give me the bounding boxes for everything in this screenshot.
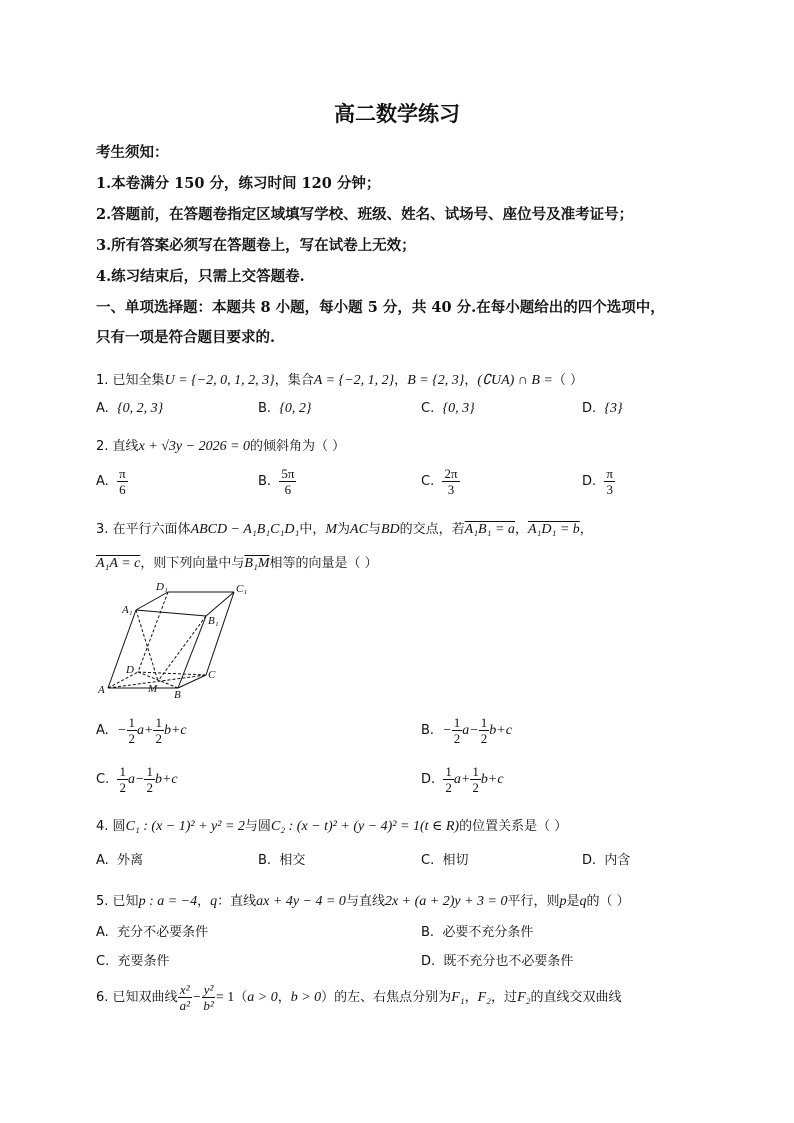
label-C1: C₁ — [236, 583, 248, 595]
notice-item-3: 3.所有答案必须写在答题卷上，写在试卷上无效； — [96, 237, 416, 254]
label-B1: B₁ — [208, 615, 219, 627]
option-c[interactable] — [96, 764, 178, 795]
question-3-line-2 — [96, 552, 378, 572]
fraction — [153, 715, 164, 746]
notice-heading: 考生须知： — [96, 144, 169, 161]
sign: + — [170, 723, 181, 738]
numerator: π — [606, 466, 613, 481]
question-text: 的交点，若 — [399, 522, 465, 537]
math-expression: p — [559, 894, 567, 909]
vector-c: c — [180, 723, 187, 738]
question-text: 的直线交双曲线 — [530, 990, 622, 1005]
denominator: 2 — [146, 780, 153, 795]
label-M: M — [148, 683, 158, 695]
option-a[interactable] — [96, 466, 128, 497]
fraction — [117, 466, 128, 497]
numerator: 1 — [472, 764, 479, 779]
question-text: 是 — [566, 894, 580, 909]
math-expression: BD — [380, 522, 400, 537]
math-expression: B = {2, 3} — [407, 373, 465, 388]
sign: − — [134, 772, 145, 787]
option-value: 充分不必要条件 — [117, 925, 209, 940]
question-text: ：直线 — [217, 894, 257, 909]
denominator: 3 — [606, 482, 613, 497]
option-c[interactable] — [421, 401, 475, 417]
fraction — [144, 764, 155, 795]
math-expression: F₂ — [477, 990, 492, 1005]
math-expression: U = {−2, 0, 1, 2, 3} — [164, 373, 275, 388]
fraction — [604, 466, 615, 497]
numerator: π — [119, 466, 126, 481]
option-label: D. — [421, 772, 436, 787]
vector-c: c — [505, 723, 512, 738]
math-expression: C₂ : (x − t)² + (y − 4)² = 1(t ∈ R) — [270, 819, 460, 834]
option-d[interactable] — [582, 401, 623, 417]
sign: − — [191, 990, 202, 1005]
separator: ， — [277, 990, 291, 1005]
answer-blank: （ ） — [552, 373, 584, 388]
section-heading-line-1: 一、单项选择题：本题共 8 小题，每小题 5 分，共 40 分.在每小题给出的四个选项中， — [96, 299, 665, 316]
sign: + — [460, 772, 471, 787]
fraction — [178, 982, 192, 1013]
separator: ， — [394, 373, 408, 388]
question-text: 平行，则 — [507, 894, 560, 909]
question-3 — [96, 518, 593, 538]
label-A1: A₁ — [122, 604, 133, 616]
option-label: B. — [421, 925, 435, 940]
option-a[interactable] — [96, 921, 208, 940]
option-label: A. — [96, 853, 109, 868]
option-a[interactable] — [96, 849, 143, 868]
math-expression: C₁ : (x − 1)² + y² = 2 — [125, 819, 245, 834]
denominator: 2 — [155, 731, 162, 746]
question-4 — [96, 815, 567, 835]
numerator: x² — [179, 982, 190, 997]
option-label: D. — [582, 401, 597, 416]
numerator: 1 — [119, 764, 126, 779]
question-text: 的倾斜角为（ ） — [250, 439, 346, 454]
vector-a: a — [462, 723, 470, 738]
label-C: C — [208, 669, 216, 681]
math-expression: ABCD − A₁B₁C₁D₁ — [190, 522, 300, 537]
question-number: 6. — [96, 990, 109, 1005]
option-label: A. — [96, 925, 109, 940]
numerator: 5π — [281, 466, 295, 481]
question-text: ，则下列向量中与 — [140, 556, 245, 571]
vector-b: b — [154, 772, 162, 787]
denominator: 2 — [119, 780, 126, 795]
option-label: D. — [421, 954, 436, 969]
question-text: 为 — [337, 522, 351, 537]
option-d[interactable] — [421, 764, 504, 795]
label-B: B — [174, 689, 181, 701]
separator: ， — [579, 522, 593, 537]
math-expression: b > 0 — [290, 990, 322, 1005]
option-value: {0, 2} — [279, 401, 312, 416]
question-text: 的（ ） — [586, 894, 630, 909]
math-expression: F₁ — [451, 990, 465, 1005]
sign: + — [487, 772, 498, 787]
question-text: ，集合 — [274, 373, 314, 388]
fraction — [117, 764, 128, 795]
option-label: C. — [96, 954, 110, 969]
vector-c: c — [497, 772, 504, 787]
numerator: 1 — [155, 715, 162, 730]
vector-expression: A₁B₁ = a — [464, 522, 515, 537]
question-text: 中， — [299, 522, 326, 537]
vector-expression: A₁D₁ = b — [527, 522, 580, 537]
option-value: {0, 3} — [442, 401, 475, 416]
option-c[interactable] — [421, 849, 469, 868]
option-value: 必要不充分条件 — [442, 925, 534, 940]
vector-c: c — [171, 772, 178, 787]
question-number: 1. — [96, 373, 109, 388]
math-expression: p : a = −4 — [138, 894, 198, 909]
option-d[interactable] — [582, 849, 630, 868]
option-b[interactable] — [258, 466, 296, 497]
notice-item-4: 4.练习结束后，只需上交答题卷. — [96, 268, 305, 285]
notice-item-1: 1.本卷满分 150 分，练习时间 120 分钟； — [96, 175, 381, 192]
question-text: 圆 — [112, 819, 126, 834]
vector-a: a — [127, 772, 135, 787]
option-label: D. — [582, 853, 597, 868]
option-label: A. — [96, 401, 109, 416]
denominator: 2 — [472, 780, 479, 795]
label-A: A — [98, 684, 105, 696]
vector-b: b — [163, 723, 171, 738]
fraction — [470, 764, 481, 795]
option-label: C. — [421, 401, 435, 416]
question-number: 2. — [96, 439, 109, 454]
fraction — [479, 715, 490, 746]
question-text: 已知双曲线 — [112, 990, 178, 1005]
question-text: 已知全集 — [112, 373, 165, 388]
numerator: 1 — [453, 715, 461, 730]
math-expression: 2x + (a + 2)y + 3 = 0 — [384, 894, 508, 909]
math-expression: (∁UA) ∩ B = — [477, 373, 553, 388]
vector-expression: B₁M — [244, 556, 270, 571]
question-text: （ — [234, 990, 248, 1005]
option-c[interactable] — [96, 950, 170, 969]
numerator: 1 — [128, 715, 136, 730]
question-text: ， — [197, 894, 211, 909]
option-value: 相切 — [442, 853, 469, 868]
option-d[interactable] — [582, 466, 615, 497]
sign: − — [117, 723, 127, 738]
question-number: 5. — [96, 894, 109, 909]
option-d[interactable] — [421, 950, 573, 969]
option-b[interactable] — [421, 921, 533, 940]
question-text: 直线 — [112, 439, 139, 454]
option-value: 外离 — [117, 853, 144, 868]
math-expression: = 1 — [215, 990, 235, 1005]
math-expression: ax + 4y − 4 = 0 — [256, 894, 346, 909]
label-D1: D₁ — [156, 581, 168, 593]
question-text: ，过 — [491, 990, 518, 1005]
numerator: 1 — [480, 715, 488, 730]
option-label: A. — [96, 474, 109, 489]
question-text: 在平行六面体 — [112, 522, 191, 537]
parallelepiped-figure — [96, 580, 256, 702]
sign: − — [469, 723, 479, 738]
sign: + — [161, 772, 172, 787]
numerator: 2π — [444, 466, 458, 481]
option-value: 相交 — [279, 853, 306, 868]
question-2 — [96, 435, 345, 455]
question-text: 与圆 — [244, 819, 271, 834]
math-expression: M — [325, 522, 338, 537]
sign: − — [442, 723, 452, 738]
numerator: 1 — [445, 764, 452, 779]
vector-expression: A₁A = c — [96, 556, 141, 571]
option-value: 内含 — [604, 853, 631, 868]
numerator: 1 — [146, 764, 153, 779]
option-label: B. — [258, 474, 272, 489]
option-label: C. — [421, 474, 435, 489]
option-label: C. — [421, 853, 435, 868]
fraction — [452, 715, 463, 746]
denominator: b² — [203, 998, 214, 1013]
question-text: 与直线 — [345, 894, 385, 909]
option-label: B. — [258, 853, 272, 868]
option-b[interactable] — [258, 401, 312, 417]
option-a[interactable] — [96, 401, 163, 417]
math-expression: a > 0 — [247, 990, 278, 1005]
denominator: 2 — [128, 731, 136, 746]
option-value: 既不充分也不必要条件 — [443, 954, 574, 969]
math-expression: F₂ — [517, 990, 531, 1005]
denominator: 6 — [284, 482, 292, 497]
option-b[interactable] — [421, 715, 512, 746]
math-expression: x + √3y − 2026 = 0 — [138, 439, 251, 454]
page-title: 高二数学练习 — [334, 101, 460, 126]
separator: ， — [514, 522, 528, 537]
option-value: {0, 2, 3} — [117, 401, 164, 416]
fraction — [201, 982, 215, 1013]
separator: ， — [464, 373, 478, 388]
notice-item-2: 2.答题前，在答题卷指定区域填写学校、班级、姓名、试场号、座位号及准考证号； — [96, 206, 634, 223]
question-text: ）的左、右焦点分别为 — [321, 990, 452, 1005]
section-heading-line-2: 只有一项是符合题目要求的. — [96, 329, 276, 346]
sign: + — [144, 723, 154, 738]
option-b[interactable] — [258, 849, 305, 868]
sign: + — [496, 723, 506, 738]
denominator: 6 — [119, 482, 126, 497]
label-D: D — [126, 664, 134, 676]
denominator: a² — [179, 998, 190, 1013]
question-number: 4. — [96, 819, 109, 834]
denominator: 2 — [445, 780, 452, 795]
option-a[interactable] — [96, 715, 187, 746]
fraction — [279, 466, 296, 497]
option-label: A. — [96, 723, 109, 738]
vector-a: a — [453, 772, 461, 787]
option-value: 充要条件 — [117, 954, 170, 969]
vector-b: b — [489, 723, 497, 738]
math-expression: A = {−2, 1, 2} — [313, 373, 395, 388]
numerator: y² — [203, 982, 214, 997]
question-text: 的位置关系是（ ） — [459, 819, 568, 834]
option-label: C. — [96, 772, 110, 787]
question-text: 相等的向量是（ ） — [269, 556, 378, 571]
math-expression: q — [579, 894, 587, 909]
denominator: 2 — [453, 731, 461, 746]
option-label: D. — [582, 474, 597, 489]
denominator: 3 — [447, 482, 455, 497]
question-1 — [96, 369, 583, 389]
vector-b: b — [480, 772, 488, 787]
fraction — [442, 466, 459, 497]
separator: ， — [464, 990, 478, 1005]
denominator: 2 — [480, 731, 488, 746]
option-c[interactable] — [421, 466, 460, 497]
question-number: 3. — [96, 522, 109, 537]
option-label: B. — [421, 723, 435, 738]
fraction — [443, 764, 454, 795]
question-text: 与 — [367, 522, 381, 537]
option-label: B. — [258, 401, 272, 416]
question-text: 已知 — [112, 894, 139, 909]
option-value: {3} — [604, 401, 623, 416]
math-expression: AC — [350, 522, 368, 537]
question-6 — [96, 982, 622, 1013]
vector-a: a — [137, 723, 145, 738]
question-5 — [96, 890, 630, 910]
fraction — [127, 715, 138, 746]
math-expression: q — [210, 894, 218, 909]
